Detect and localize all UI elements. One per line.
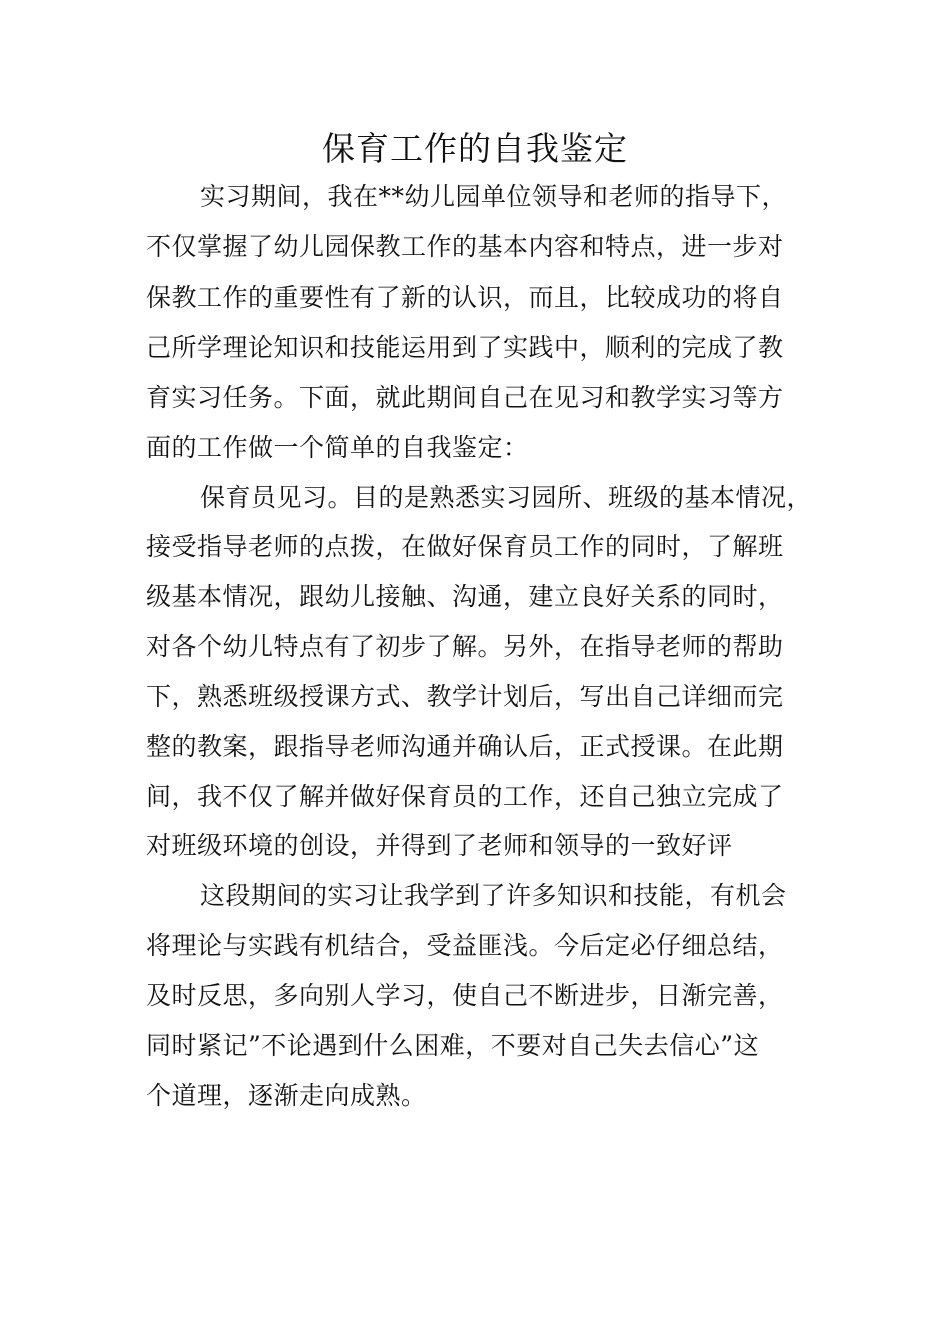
paragraph-3-line-1: 这段期间的实习让我学到了许多知识和技能，有机会 xyxy=(200,881,787,910)
paragraph-1-line-2: 不仅掌握了幼儿园保教工作的基本内容和特点，进一步对 xyxy=(146,232,784,261)
paragraph-2-line-5: 下，熟悉班级授课方式、教学计划后，写出自己详细而完 xyxy=(146,682,784,711)
paragraph-1-line-5: 育实习任务。下面，就此期间自己在见习和教学实习等方 xyxy=(146,383,784,412)
paragraph-3-line-4: 同时紧记”不论遇到什么困难，不要对自己失去信心”这 xyxy=(146,1031,760,1060)
paragraph-2-line-4: 对各个幼儿特点有了初步了解。另外，在指导老师的帮助 xyxy=(146,632,784,661)
document-title: 保育工作的自我鉴定 xyxy=(322,129,628,168)
paragraph-2-line-2: 接受指导老师的点拨，在做好保育员工作的同时，了解班 xyxy=(146,532,784,561)
paragraph-2-line-3: 级基本情况，跟幼儿接触、沟通，建立良好关系的同时， xyxy=(146,582,784,611)
paragraph-2-line-7: 间，我不仅了解并做好保育员的工作，还自己独立完成了 xyxy=(146,782,784,811)
paragraph-2-line-1: 保育员见习。目的是熟悉实习园所、班级的基本情况， xyxy=(200,483,813,512)
paragraph-1-line-1: 实习期间，我在**幼儿园单位领导和老师的指导下， xyxy=(200,182,788,211)
paragraph-1-line-3: 保教工作的重要性有了新的认识，而且，比较成功的将自 xyxy=(146,283,784,312)
paragraph-3-line-5: 个道理，逐渐走向成熟。 xyxy=(146,1081,427,1110)
paragraph-3-line-3: 及时反思，多向别人学习，使自己不断进步，日渐完善， xyxy=(146,981,784,1010)
paragraph-3-line-2: 将理论与实践有机结合，受益匪浅。今后定必仔细总结， xyxy=(146,931,784,960)
paragraph-2-line-6: 整的教案，跟指导老师沟通并确认后，正式授课。在此期 xyxy=(146,732,784,761)
paragraph-2-line-8: 对班级环境的创设，并得到了老师和领导的一致好评 xyxy=(146,831,733,860)
paragraph-1-line-4: 己所学理论知识和技能运用到了实践中，顺利的完成了教 xyxy=(146,333,784,362)
paragraph-1-line-6: 面的工作做一个简单的自我鉴定： xyxy=(146,433,529,462)
